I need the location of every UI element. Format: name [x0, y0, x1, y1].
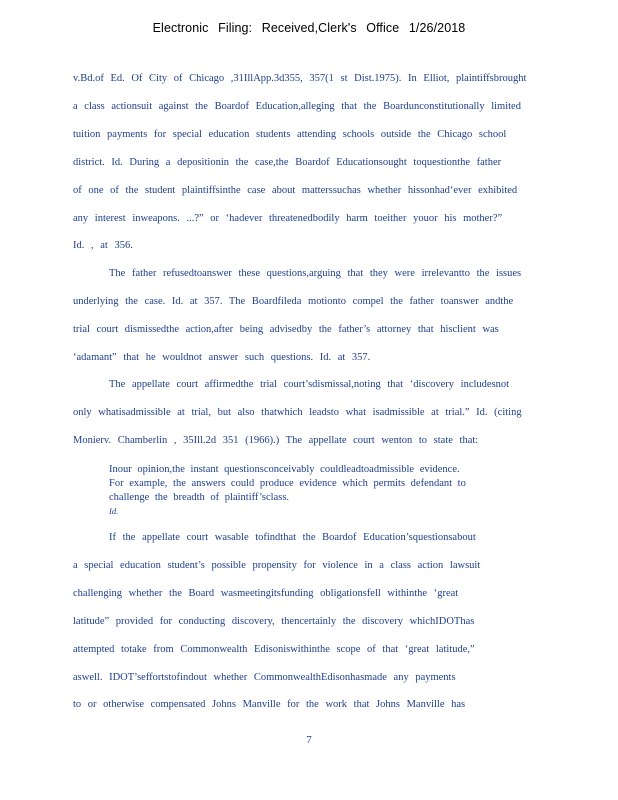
body-line-21: to or otherwise compensated Johns Manville for the work that Johns Manville has	[73, 699, 466, 710]
block-quote-line-3: challenge the breadth of plaintiff’sclass.	[109, 492, 290, 503]
body-line-20: aswell. IDOT’seffortstofindout whether CommonwealthEdisonhasmade any payments	[73, 672, 456, 683]
body-line-9: underlying the case. Id. at 357. The Boardfileda motionto compel the father toanswer andthe	[73, 296, 514, 307]
body-line-12: The appellate court affirmedthe trial court’sdismissal,noting that ‘discovery includesnot	[109, 379, 510, 390]
body-line-4: district. Id. During a depositionin the case,the Boardof Educationsought toquestionthe father	[73, 157, 502, 168]
body-line-2: a class actionsuit against the Boardof Education,alleging that the Boardunconstitutionally limited	[73, 101, 521, 112]
body-line-6: any interest inweapons. ...?” or ‘hadever threatenedbodily harm toeither youor his mother?”	[73, 213, 503, 224]
body-line-5: of one of the student plaintiffsinthe case about matterssuchas whether hissonhad‘ever exhibited	[73, 185, 518, 196]
body-line-7: Id. , at 356.	[73, 240, 133, 251]
body-line-14: Monierv. Chamberlin , 35Ill.2d 351 (1966).) The appellate court wenton to state that:	[73, 435, 479, 446]
body-line-18: latitude” provided for conducting discovery, thencertainly the discovery whichIDOThas	[73, 616, 475, 627]
body-line-19: attempted totake from Commonwealth Edisoniswithinthe scope of that ‘great latitude,”	[73, 644, 475, 655]
document-body	[73, 0, 543, 800]
body-line-1: v.Bd.of Ed. Of City of Chicago ,31IllApp.3d355, 357(1 st Dist.1975). In Elliot, plaintiffsbrought	[73, 73, 527, 84]
block-quote-line-2: For example, the answers could produce evidence which permits defendant to	[109, 478, 466, 489]
electronic-filing-header: Electronic Filing: Received,Clerk's Office 1/26/2018	[152, 21, 466, 35]
body-line-13: only whatisadmissible at trial, but also thatwhich leadsto what isadmissible at trial.” Id. (citing	[73, 407, 522, 418]
block-quote-line-1: Inour opinion,the instant questionsconceivably couldleadtoadmissible evidence.	[109, 464, 460, 475]
body-line-11: ‘adamant” that he wouldnot answer such questions. Id. at 357.	[73, 352, 371, 363]
body-line-10: trial court dismissedthe action,after being advisedby the father’s attorney that hisclient was	[73, 324, 499, 335]
body-line-15: If the appellate court wasable tofindthat the Boardof Education’squestionsabout	[109, 532, 476, 543]
body-line-17: challenging whether the Board wasmeetingitsfunding obligationsfell withinthe ‘great	[73, 588, 459, 599]
block-quote-citation: Id.	[109, 506, 119, 516]
body-line-16: a special education student’s possible propensity for violence in a class action lawsuit	[73, 560, 481, 571]
body-line-8: The father refusedtoanswer these questions,arguing that they were irrelevantto the issues	[109, 268, 522, 279]
body-line-3: tuition payments for special education students attending schools outside the Chicago school	[73, 129, 507, 140]
page-number: 7	[306, 734, 312, 746]
